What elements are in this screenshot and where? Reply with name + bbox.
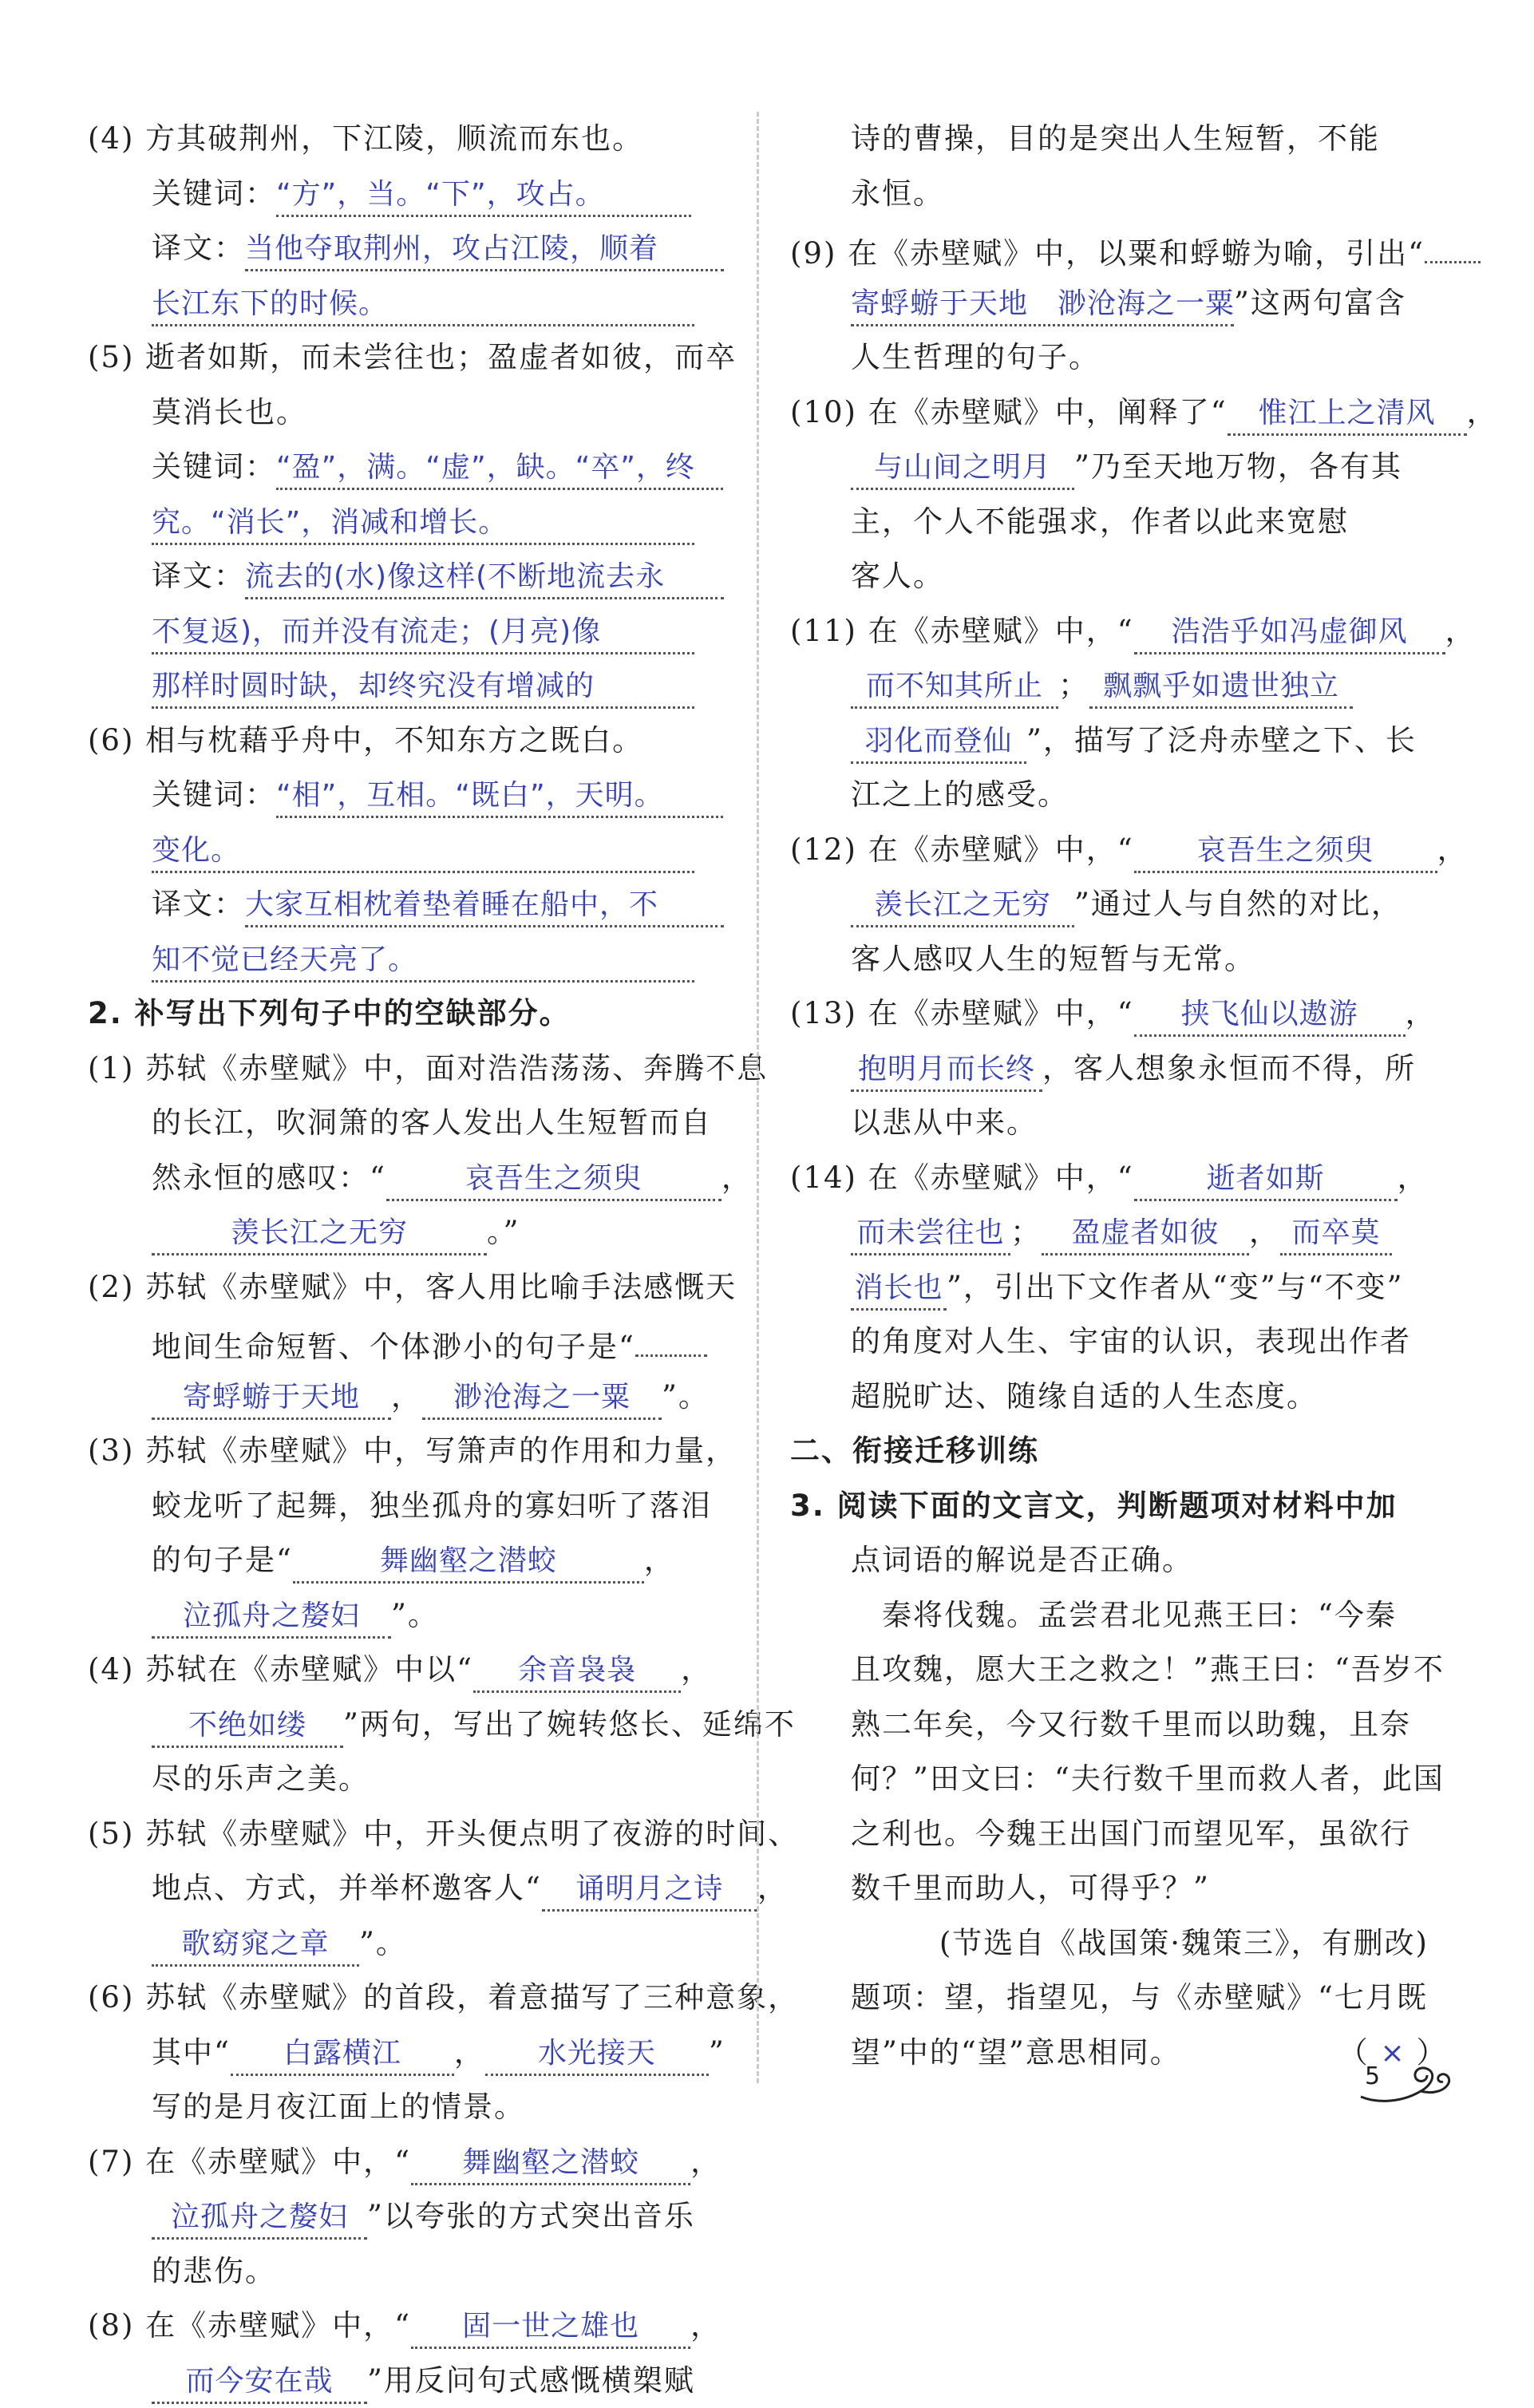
printed-text: 诗的曹操，目的是突出人生短暂，不能	[851, 121, 1380, 156]
answer-blank[interactable]: 逝者如斯	[1134, 1159, 1398, 1201]
page-number: 5	[1365, 2062, 1380, 2090]
text-line	[88, 495, 726, 550]
text-line	[790, 932, 1429, 987]
answer-blank[interactable]: 哀吾生之须臾	[386, 1159, 722, 1201]
printed-text: ，客人想象永恒而不得，所	[1042, 1051, 1416, 1085]
text-line	[88, 604, 726, 659]
printed-text: 尽的乐声之美。	[152, 1762, 370, 1796]
text-line	[88, 2244, 726, 2299]
answer-blank[interactable]: 而今安在哉	[152, 2362, 367, 2404]
printed-text: ，	[690, 2145, 722, 2179]
text-line	[88, 2080, 726, 2135]
handwritten-answer: 究。“消长”，消减和增长。	[152, 503, 694, 545]
printed-text: ，	[1406, 996, 1437, 1030]
printed-text: 人生哲理的句子。	[851, 340, 1100, 374]
text-line	[790, 549, 1429, 604]
answer-blank[interactable]: 与山间之明月	[851, 448, 1074, 490]
printed-text: 的角度对人生、宇宙的认识，表现出作者	[851, 1324, 1411, 1358]
text-line	[88, 1807, 726, 1862]
printed-text: ”，描写了泛舟赤壁之下、长	[1026, 723, 1417, 757]
printed-text: (5) 逝者如斯，而未尝往也；盈虚者如彼，而卒	[88, 340, 737, 374]
text-line	[790, 1042, 1429, 1097]
printed-text: ）	[1406, 2035, 1448, 2070]
printed-text: (6) 苏轼《赤壁赋》的首段，着意描写了三种意象，	[88, 1980, 799, 2015]
printed-text: (4) 方其破荆州，下江陵，顺流而东也。	[88, 121, 643, 156]
printed-text: ，	[1249, 1215, 1280, 1249]
text-line	[790, 386, 1429, 441]
handwritten-answer: 长江东下的时候。	[152, 284, 694, 326]
printed-text: 蛟龙听了起舞，独坐孤舟的寡妇听了落泪	[152, 1489, 712, 1523]
printed-text: ”两句，写出了婉转悠长、延绵不	[343, 1707, 796, 1742]
text-line	[790, 1260, 1429, 1315]
handwritten-answer: ×	[1381, 2037, 1406, 2070]
printed-text: 二、衔接迁移训练	[790, 1433, 1039, 1468]
answer-blank[interactable]: 而未尝往也	[851, 1213, 1010, 1255]
page-number-ornament	[1357, 2061, 1453, 2109]
text-line	[88, 2135, 726, 2190]
printed-text: 译文：	[152, 559, 245, 593]
printed-text: ”。	[662, 1379, 710, 1414]
printed-text: 关键词：	[152, 176, 276, 211]
answer-blank[interactable]: 歌窈窕之章	[152, 1924, 359, 1967]
text-line	[790, 440, 1429, 495]
answer-blank[interactable]	[635, 1315, 707, 1357]
text-line	[790, 823, 1429, 878]
printed-text: ，	[1445, 614, 1477, 648]
text-line	[88, 2189, 726, 2244]
answer-blank[interactable]: 挟飞仙以遨游	[1134, 994, 1406, 1037]
printed-text: ，	[644, 1543, 675, 1577]
answer-blank[interactable]: 浩浩乎如冯虚御风	[1134, 612, 1445, 654]
printed-text: (12) 在《赤壁赋》中，“	[790, 832, 1134, 867]
answer-blank[interactable]: 水光接天	[485, 2034, 709, 2076]
text-line	[790, 1643, 1429, 1698]
printed-text: 莫消长也。	[152, 395, 307, 429]
handwritten-answer: “相”，互相。“既白”，天明。	[276, 776, 723, 818]
text-line	[790, 167, 1429, 222]
printed-text: 。”	[487, 1215, 520, 1249]
text-line	[88, 1971, 726, 2026]
answer-blank[interactable]: 诵明月之诗	[542, 1869, 757, 1912]
text-line	[790, 1588, 1429, 1643]
text-line	[88, 2299, 726, 2354]
printed-text: ”这两句富含	[1234, 286, 1406, 320]
text-line	[790, 604, 1429, 659]
text-line	[790, 768, 1429, 823]
answer-blank[interactable]: 消长也	[851, 1268, 947, 1311]
answer-blank[interactable]: 泣孤舟之嫠妇	[152, 1596, 391, 1639]
printed-text: 江之上的感受。	[851, 777, 1069, 812]
printed-text: 的悲伤。	[152, 2254, 276, 2288]
text-line	[790, 1315, 1429, 1370]
printed-text: 关键词：	[152, 449, 276, 484]
text-line	[790, 1916, 1429, 1971]
text-line	[790, 1205, 1429, 1260]
printed-text: ，	[1467, 395, 1498, 429]
handwritten-answer: “盈”，满。“虚”，缺。“卒”，终	[276, 448, 723, 490]
text-line	[88, 1424, 726, 1479]
handwritten-answer: “方”，当。“下”，攻占。	[276, 175, 691, 217]
printed-text: ，	[391, 1379, 422, 1414]
printed-text: ”用反问句式感慨横槊赋	[367, 2363, 695, 2398]
printed-text: ；	[1058, 668, 1089, 702]
text-line	[88, 1643, 726, 1698]
printed-text: 译文：	[152, 231, 245, 265]
printed-text: 望”中的“望”意思相同。 （	[851, 2035, 1381, 2070]
text-line	[790, 877, 1429, 932]
printed-text: (9) 在《赤壁赋》中，以粟和蜉蝣为喻，引出“	[790, 236, 1425, 271]
printed-text: 的长江，吹洞箫的客人发出人生短暂而自	[152, 1105, 712, 1140]
printed-text: (11) 在《赤壁赋》中，“	[790, 614, 1134, 648]
text-line	[88, 1151, 726, 1206]
handwritten-answer: 知不觉已经天亮了。	[152, 940, 694, 983]
text-line	[88, 112, 726, 167]
text-line	[790, 330, 1429, 386]
text-line	[790, 495, 1429, 550]
printed-text: ，	[1437, 832, 1469, 867]
printed-text: 数千里而助人，可得乎？”	[851, 1871, 1210, 1905]
answer-blank[interactable]: 羡长江之无穷	[851, 885, 1074, 927]
answer-blank[interactable]: 哀吾生之须臾	[1134, 831, 1437, 873]
text-line	[790, 221, 1429, 276]
answer-blank[interactable]: 惟江上之清风	[1228, 393, 1467, 436]
printed-text: 然永恒的感叹：“	[152, 1161, 386, 1195]
text-line	[88, 1096, 726, 1151]
answer-blank[interactable]: 抱明月而长终	[851, 1050, 1042, 1092]
printed-text: 3. 阅读下面的文言文，判断题项对材料中加	[790, 1489, 1398, 1523]
printed-text: 点词语的解说是否正确。	[851, 1543, 1193, 1577]
printed-text: (14) 在《赤壁赋》中，“	[790, 1161, 1134, 1195]
printed-text: ”乃至天地万物，各有其	[1074, 449, 1402, 484]
printed-text: 地点、方式，并举杯邀客人“	[152, 1871, 542, 1905]
text-line	[88, 2026, 726, 2081]
answer-blank[interactable]: 羽化而登仙	[851, 722, 1026, 764]
printed-text: 的句子是“	[152, 1543, 293, 1577]
answer-blank[interactable]: 渺沧海之一粟	[422, 1378, 662, 1420]
text-line	[790, 2026, 1429, 2081]
text-line	[790, 112, 1429, 167]
text-line	[88, 330, 726, 386]
answer-blank[interactable]: 而不知其所止	[851, 666, 1058, 709]
text-line	[790, 1151, 1429, 1206]
text-line	[88, 2354, 726, 2408]
text-line	[790, 987, 1429, 1042]
printed-text: (13) 在《赤壁赋》中，“	[790, 996, 1134, 1030]
left-column	[88, 112, 726, 2408]
text-line	[88, 386, 726, 441]
printed-text: ，	[757, 1871, 789, 1905]
printed-text: (10) 在《赤壁赋》中，阐释了“	[790, 395, 1228, 429]
printed-text: (8) 在《赤壁赋》中，“	[88, 2308, 411, 2343]
text-line	[790, 1971, 1429, 2026]
printed-text: ，	[1398, 1161, 1429, 1195]
text-line	[88, 1861, 726, 1916]
answer-blank[interactable]: 舞幽壑之潜蛟	[411, 2143, 690, 2185]
handwritten-answer: 变化。	[152, 831, 694, 873]
printed-text: (4) 苏轼在《赤壁赋》中以“	[88, 1652, 473, 1686]
printed-text: 题项：望，指望见，与《赤壁赋》“七月既	[851, 1980, 1428, 2015]
printed-text: ，	[454, 2035, 485, 2070]
text-line	[88, 1205, 726, 1260]
printed-text: 主，个人不能强求，作者以此来宽慰	[851, 504, 1349, 539]
handwritten-answer: 大家互相枕着垫着睡在船中，不	[245, 885, 724, 927]
printed-text: 熟二年矣，今又行数千里而以助魏，且奈	[851, 1707, 1411, 1742]
printed-text: 其中“	[152, 2035, 231, 2070]
text-line	[88, 768, 726, 823]
right-column	[790, 112, 1429, 2080]
text-line	[88, 932, 726, 987]
text-line	[88, 987, 726, 1042]
column-divider	[757, 112, 759, 2083]
text-line	[88, 823, 726, 878]
answer-blank[interactable]: 余音袅袅	[473, 1651, 681, 1693]
handwritten-answer: 那样时圆时缺，却终究没有增减的	[152, 666, 694, 709]
text-line	[88, 1533, 726, 1588]
text-line	[88, 221, 726, 276]
printed-text: 何？”田文曰：“夫行数千里而救人者，此国	[851, 1762, 1445, 1796]
printed-text: 客人。	[851, 559, 944, 593]
printed-text: (5) 苏轼《赤壁赋》中，开头便点明了夜游的时间、	[88, 1817, 799, 1851]
printed-text: (6) 相与枕藉乎舟中，不知东方之既白。	[88, 723, 643, 757]
text-line	[88, 1260, 726, 1315]
text-line	[790, 1370, 1429, 1425]
printed-text: ，	[722, 1161, 753, 1195]
printed-text: 之利也。今魏王出国门而望见军，虽欲行	[851, 1817, 1411, 1851]
text-line	[88, 877, 726, 932]
printed-text: 且攻魏，愿大王之救之！”燕王曰：“吾岁不	[851, 1652, 1445, 1686]
text-line	[790, 658, 1429, 714]
printed-text: ”	[709, 2035, 725, 2070]
text-line	[790, 714, 1429, 769]
printed-text: (3) 苏轼《赤壁赋》中，写箫声的作用和力量，	[88, 1433, 737, 1468]
handwritten-answer: 当他夺取荆州，攻占江陵，顺着	[245, 229, 724, 271]
text-line	[88, 1916, 726, 1971]
text-line	[88, 276, 726, 331]
text-line	[790, 1479, 1429, 1534]
printed-text: (7) 在《赤壁赋》中，“	[88, 2145, 411, 2179]
answer-blank[interactable]: 泣孤舟之嫠妇	[152, 2197, 367, 2240]
printed-text: 关键词：	[152, 777, 276, 812]
printed-text: 超脱旷达、随缘自适的人生态度。	[851, 1379, 1318, 1414]
answer-blank[interactable]	[1425, 221, 1481, 263]
printed-text: ，	[681, 1652, 712, 1686]
answer-blank[interactable]: 而卒莫	[1280, 1213, 1392, 1255]
text-line	[88, 1479, 726, 1534]
text-line	[88, 1698, 726, 1753]
answer-blank[interactable]: 舞幽壑之潜蛟	[293, 1541, 644, 1584]
text-line	[790, 1424, 1429, 1479]
answer-blank[interactable]: 盈虚者如彼	[1042, 1213, 1249, 1255]
printed-text: 客人感叹人生的短暂与无常。	[851, 942, 1255, 976]
text-line	[88, 1042, 726, 1097]
text-line	[790, 1861, 1429, 1916]
handwritten-answer: 流去的(水)像这样(不断地流去永	[245, 557, 724, 599]
text-line	[88, 714, 726, 769]
text-line	[88, 1752, 726, 1807]
handwritten-answer: 不复返)，而并没有流走；(月亮)像	[152, 612, 694, 654]
printed-text: ；	[1010, 1215, 1042, 1249]
printed-text: (节选自《战国策·魏策三》，有删改)	[939, 1926, 1429, 1960]
printed-text: 以悲从中来。	[851, 1105, 1038, 1140]
printed-text: 2. 补写出下列句子中的空缺部分。	[88, 996, 571, 1030]
printed-text: ”通过人与自然的对比，	[1074, 887, 1402, 921]
text-line	[88, 440, 726, 495]
text-line	[88, 549, 726, 604]
text-line	[88, 1315, 726, 1370]
printed-text: ”，引出下文作者从“变”与“不变”	[947, 1270, 1404, 1304]
text-line	[790, 1698, 1429, 1753]
answer-blank[interactable]: 寄蜉蝣于天地 渺沧海之一粟	[851, 284, 1234, 326]
printed-text: 永恒。	[851, 176, 944, 211]
text-line	[790, 1807, 1429, 1862]
printed-text: 写的是月夜江面上的情景。	[152, 2090, 525, 2124]
answer-blank[interactable]: 寄蜉蝣于天地	[152, 1378, 391, 1420]
text-line	[790, 1533, 1429, 1588]
printed-text: ”以夸张的方式突出音乐	[367, 2199, 695, 2233]
text-line	[790, 276, 1429, 331]
text-line	[88, 658, 726, 714]
text-line	[790, 1096, 1429, 1151]
printed-text: 地间生命短暂、个体渺小的句子是“	[152, 1330, 635, 1364]
printed-text: ”。	[391, 1598, 439, 1632]
text-line	[790, 1752, 1429, 1807]
printed-text: 译文：	[152, 887, 245, 921]
text-line	[88, 167, 726, 222]
printed-text: ”。	[359, 1926, 407, 1960]
printed-text: 秦将伐魏。孟尝君北见燕王曰：“今秦	[851, 1598, 1397, 1632]
answer-blank[interactable]: 飘飘乎如遗世独立	[1089, 666, 1353, 709]
answer-blank[interactable]: 羡长江之无穷	[152, 1213, 487, 1255]
printed-text: ，	[690, 2308, 722, 2343]
answer-blank[interactable]: 不绝如缕	[152, 1706, 343, 1748]
printed-text: (2) 苏轼《赤壁赋》中，客人用比喻手法感慨天	[88, 1270, 737, 1304]
answer-blank[interactable]: 白露横江	[231, 2034, 454, 2076]
answer-blank[interactable]: 固一世之雄也	[411, 2307, 690, 2349]
printed-text: (1) 苏轼《赤壁赋》中，面对浩浩荡荡、奔腾不息	[88, 1051, 768, 1085]
text-line	[88, 1370, 726, 1425]
text-line	[88, 1588, 726, 1643]
